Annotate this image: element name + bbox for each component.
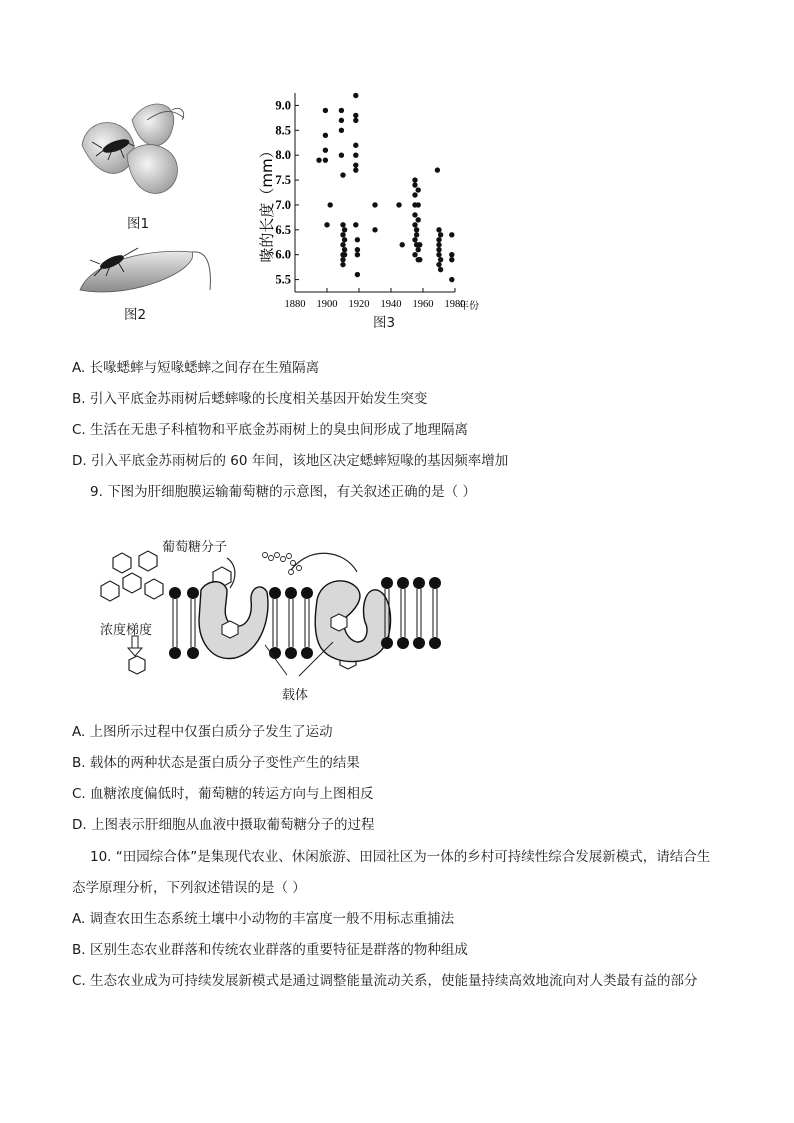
q9-option-a: A. 上图所示过程中仅蛋白质分子发生了运动: [72, 724, 333, 740]
data-point: [353, 113, 358, 118]
x-tick-label: 1900: [316, 299, 338, 310]
data-point: [412, 252, 417, 257]
data-point: [412, 177, 417, 182]
data-point: [353, 222, 358, 227]
data-point: [449, 232, 454, 237]
data-point: [323, 157, 328, 162]
data-point: [412, 192, 417, 197]
seed-pod-drawing-2: [80, 248, 210, 292]
data-point: [353, 152, 358, 157]
data-point: [417, 242, 422, 247]
q10-option-a: A. 调查农田生态系统土壤中小动物的丰富度一般不用标志重捕法: [72, 911, 455, 927]
x-tick-label: 1940: [380, 299, 402, 310]
data-point: [340, 242, 345, 247]
carrier-protein-open-out: [199, 582, 268, 659]
data-point: [412, 182, 417, 187]
data-point: [449, 257, 454, 262]
data-point: [353, 167, 358, 172]
data-point: [342, 227, 347, 232]
data-point: [414, 227, 419, 232]
data-point: [412, 212, 417, 217]
data-point: [342, 252, 347, 257]
data-point: [339, 128, 344, 133]
signal-chain: [263, 553, 302, 575]
fig2-caption: 图2: [124, 307, 147, 323]
data-point: [340, 257, 345, 262]
q8-option-a: A. 长喙蟋蟀与短喙蟋蟀之间存在生殖隔离: [72, 360, 320, 376]
y-tick-label: 7.0: [275, 197, 291, 212]
data-point: [324, 222, 329, 227]
y-tick-label: 7.5: [275, 173, 291, 188]
data-point: [414, 232, 419, 237]
y-tick-label: 6.5: [275, 222, 291, 237]
glucose-molecule-label: 葡萄糖分子: [162, 540, 228, 555]
data-point: [342, 247, 347, 252]
data-point: [323, 133, 328, 138]
q9-stem: 9. 下图为肝细胞膜运输葡萄糖的示意图，有关叙述正确的是（ ）: [90, 484, 476, 500]
y-tick-label: 8.0: [275, 148, 291, 163]
q9-option-d: D. 上图表示肝细胞从血液中摄取葡萄糖分子的过程: [72, 817, 375, 833]
insect-plant-illustrations: [72, 90, 222, 305]
x-axis-label: 年份: [459, 301, 479, 312]
data-point: [438, 257, 443, 262]
fig1-caption: 图1: [127, 216, 150, 232]
data-point: [340, 262, 345, 267]
data-point: [339, 118, 344, 123]
data-point: [372, 227, 377, 232]
data-point: [353, 118, 358, 123]
seed-pod-drawing: [82, 104, 184, 193]
data-point: [417, 257, 422, 262]
data-point: [372, 202, 377, 207]
data-point: [436, 227, 441, 232]
fig3-caption: 图3: [373, 315, 396, 331]
data-point: [340, 172, 345, 177]
carrier-label: 载体: [282, 688, 309, 703]
x-tick-label: 1880: [284, 299, 306, 310]
data-point: [435, 167, 440, 172]
data-point: [339, 152, 344, 157]
data-point: [340, 222, 345, 227]
q8-option-d: D. 引入平底金苏雨树后的 60 年间，该地区决定蟋蟀短喙的基因频率增加: [72, 453, 509, 469]
data-point: [416, 217, 421, 222]
data-point: [355, 237, 360, 242]
x-tick-label: 1960: [412, 299, 434, 310]
carrier-protein-open-in: [315, 581, 390, 662]
q9-option-b: B. 载体的两种状态是蛋白质分子变性产生的结果: [72, 755, 360, 771]
data-point: [328, 202, 333, 207]
y-tick-label: 9.0: [275, 98, 291, 113]
y-tick-label: 8.5: [275, 123, 291, 138]
data-point: [436, 242, 441, 247]
y-axis-label: 喙的长度（mm）: [258, 143, 276, 263]
concentration-gradient-arrow: [128, 636, 142, 656]
q10-option-b: B. 区别生态农业群落和传统农业群落的重要特征是群落的物种组成: [72, 942, 468, 958]
data-point: [396, 202, 401, 207]
data-point: [438, 267, 443, 272]
q10-option-c: C. 生态农业成为可持续发展新模式是通过调整能量流动关系，使能量持续高效地流向对人类最有益的部分: [72, 973, 698, 989]
data-point: [416, 202, 421, 207]
q10-stem: 10. “田园综合体”是集现代农业、休闲旅游、田园社区为一体的乡村可持续性综合发展新模式，请结合生态学原理分析，下列叙述错误的是（ ）: [72, 849, 711, 896]
data-point: [436, 247, 441, 252]
data-point: [316, 157, 321, 162]
q8-option-c: C. 生活在无患子科植物和平底金苏雨树上的臭虫间形成了地理隔离: [72, 422, 469, 438]
data-point: [355, 252, 360, 257]
data-point: [340, 232, 345, 237]
data-point: [353, 93, 358, 98]
q9-option-c: C. 血糖浓度偏低时，葡萄糖的转运方向与上图相反: [72, 786, 374, 802]
data-point: [412, 237, 417, 242]
data-point: [355, 247, 360, 252]
data-point: [353, 143, 358, 148]
x-tick-label: 1920: [348, 299, 370, 310]
concentration-gradient-label: 浓度梯度: [100, 623, 153, 638]
data-point: [355, 272, 360, 277]
data-point: [412, 222, 417, 227]
x-tick-label: 1980: [444, 299, 466, 310]
y-tick-label: 6.0: [275, 247, 291, 262]
data-point: [416, 247, 421, 252]
data-point: [436, 237, 441, 242]
data-point: [342, 237, 347, 242]
data-point: [323, 148, 328, 153]
data-point: [416, 187, 421, 192]
data-point: [400, 242, 405, 247]
data-point: [353, 162, 358, 167]
data-point: [449, 252, 454, 257]
data-point: [323, 108, 328, 113]
data-point: [339, 108, 344, 113]
glucose-transport-diagram: [95, 530, 455, 700]
data-point: [436, 252, 441, 257]
y-tick-label: 5.5: [275, 272, 291, 287]
data-point: [449, 277, 454, 282]
data-point: [438, 232, 443, 237]
q8-option-b: B. 引入平底金苏雨树后蟋蟀喙的长度相关基因开始发生突变: [72, 391, 428, 407]
beak-length-scatter-chart: [250, 85, 510, 330]
data-point: [436, 262, 441, 267]
